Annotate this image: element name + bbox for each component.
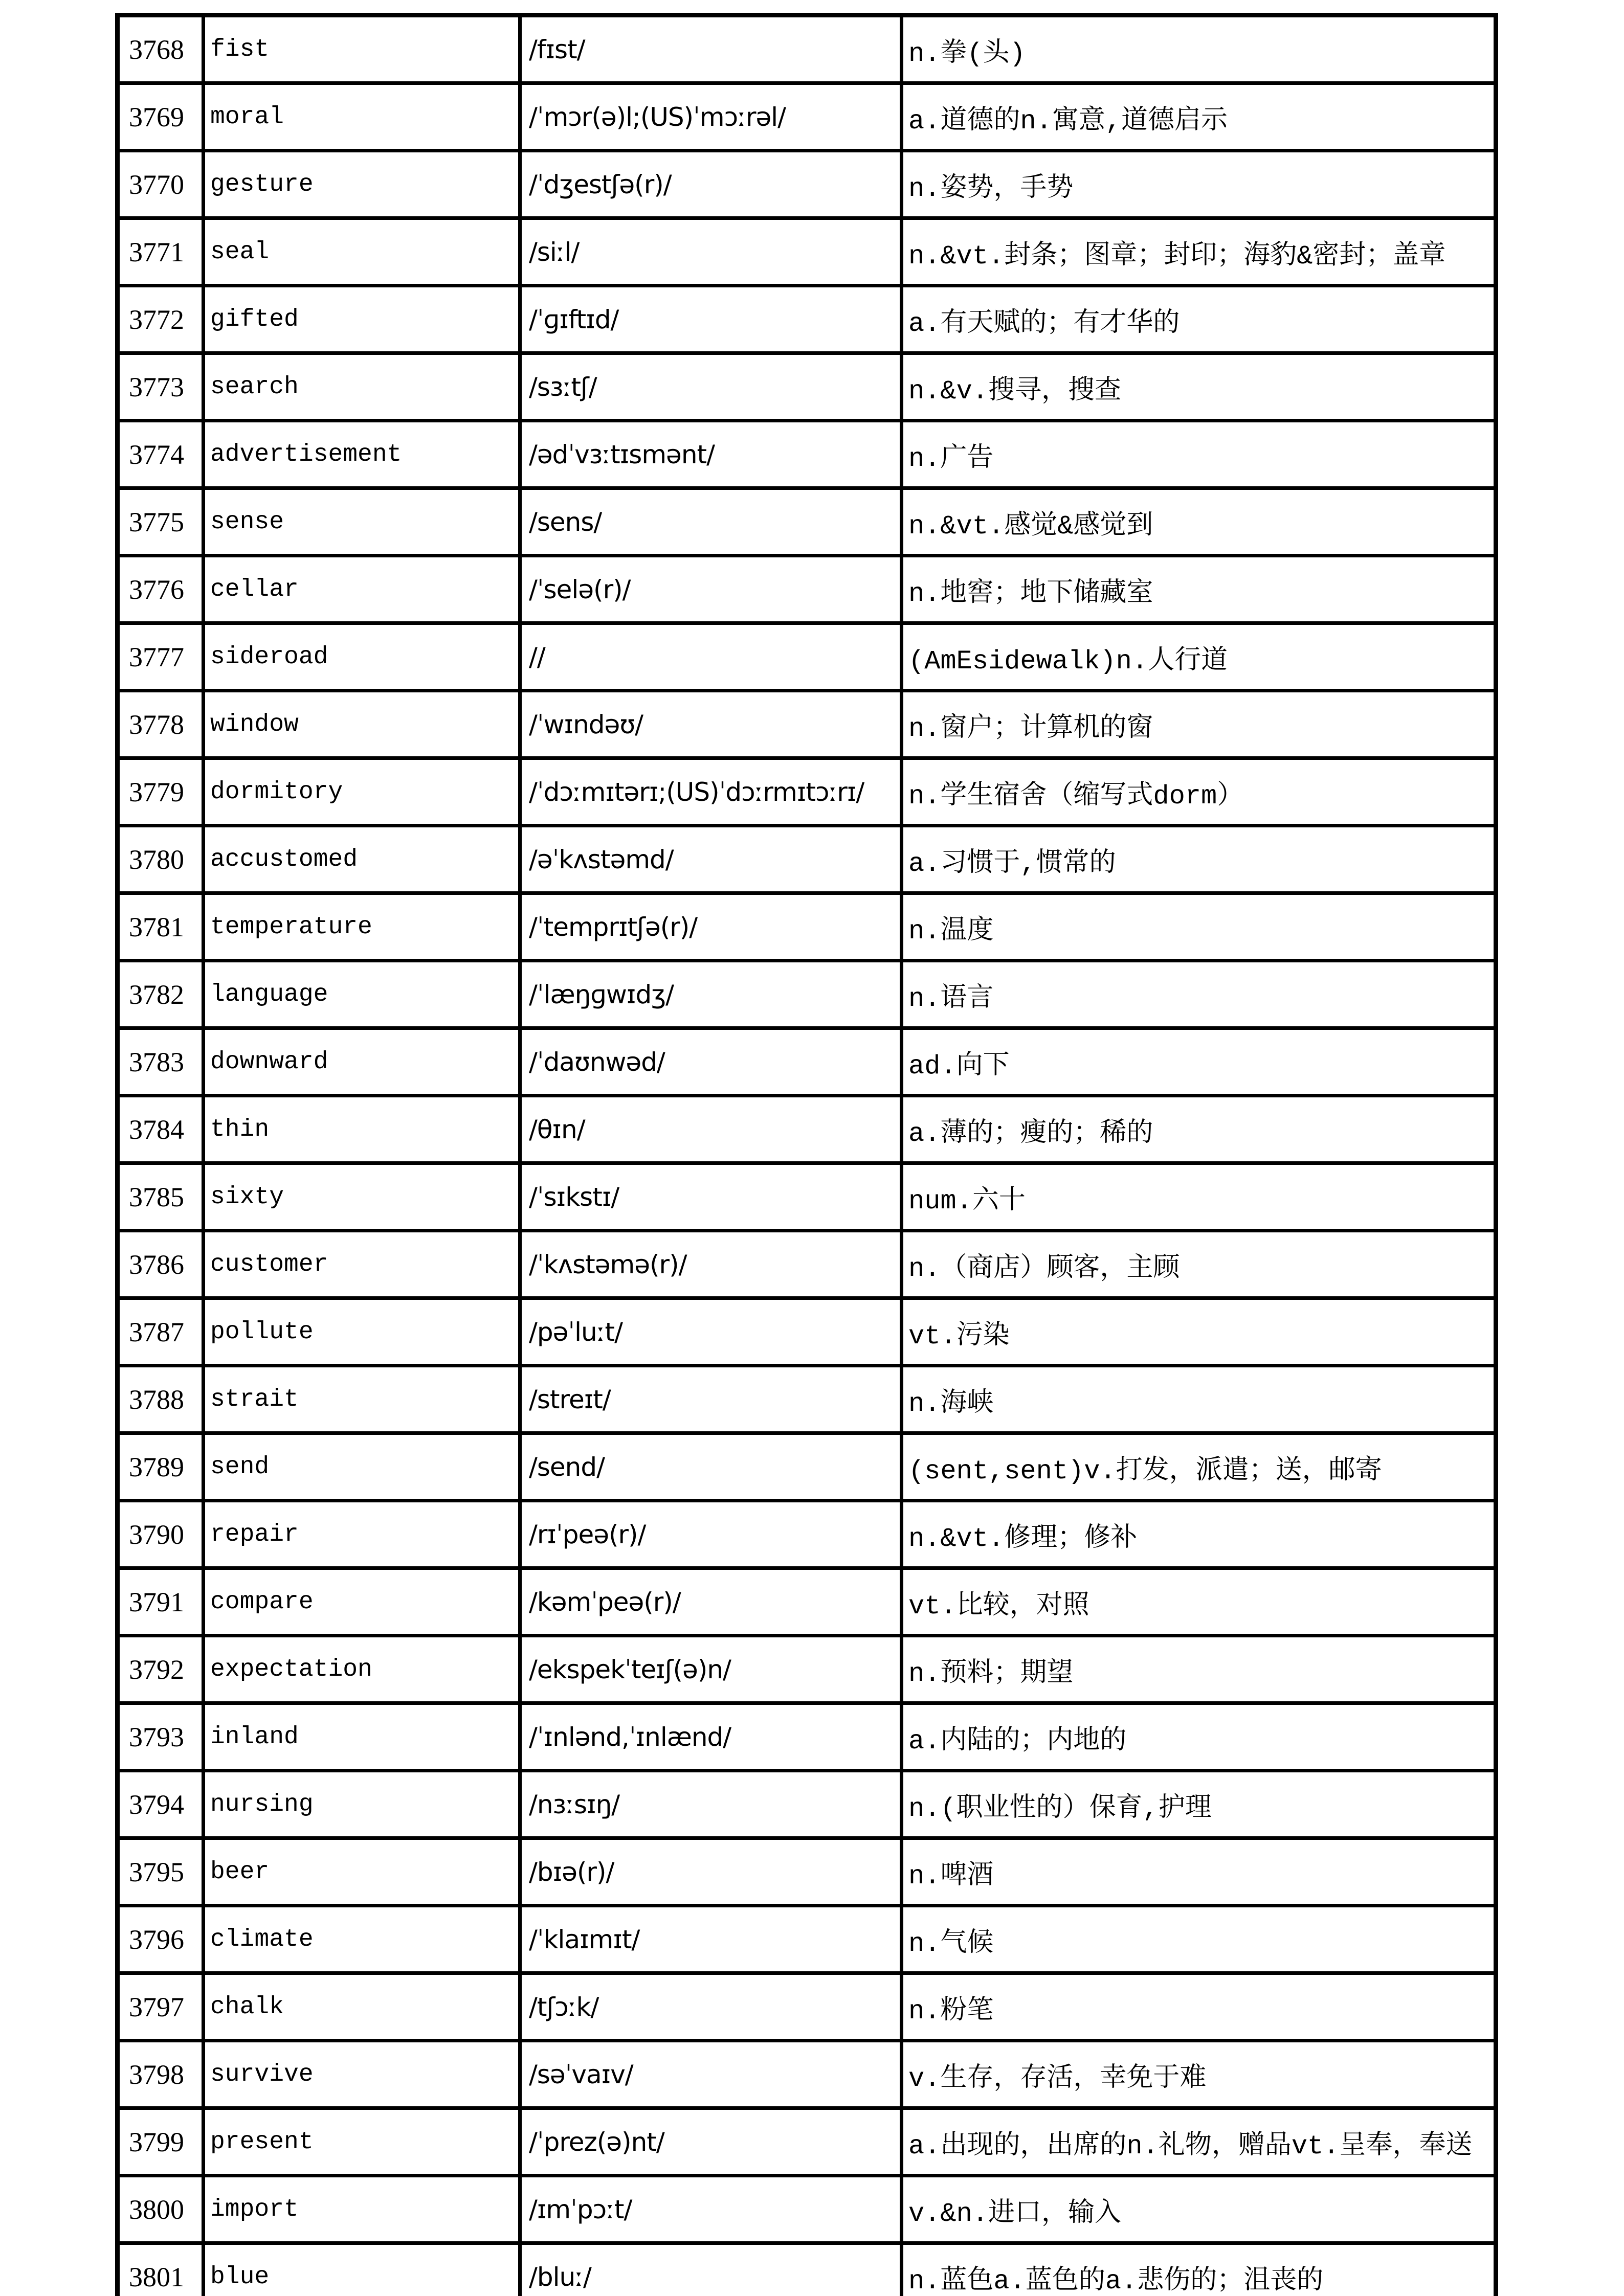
index-cell: 3775: [118, 488, 204, 556]
phonetic-cell: /pəˈluːt/: [520, 1298, 902, 1366]
definition-cell: (AmEsidewalk)n.人行道: [902, 623, 1496, 691]
definition-cell: n.气候: [902, 1906, 1496, 1973]
phonetic-cell: /fɪst/: [520, 15, 902, 83]
definition-cell: n.&vt.修理；修补: [902, 1501, 1496, 1568]
definition-cell: n.海峡: [902, 1366, 1496, 1433]
phonetic-cell: /nɜːsɪŋ/: [520, 1771, 902, 1838]
index-cell: 3777: [118, 623, 204, 691]
vocab-row: [118, 1096, 1496, 1163]
definition-cell: a.道德的n.寓意,道德启示: [902, 83, 1496, 151]
phonetic-cell: /ˈprez(ə)nt/: [520, 2108, 902, 2176]
word-cell: strait: [204, 1366, 520, 1433]
definition-cell: n.(职业性的）保育,护理: [902, 1771, 1496, 1838]
word-cell: thin: [204, 1096, 520, 1163]
phonetic-cell: /send/: [520, 1433, 902, 1501]
definition-cell: n.广告: [902, 421, 1496, 488]
vocab-row: [118, 2108, 1496, 2176]
index-cell: 3780: [118, 826, 204, 893]
word-cell: gesture: [204, 151, 520, 218]
vocab-row: [118, 1906, 1496, 1973]
index-cell: 3792: [118, 1636, 204, 1703]
vocab-row: [118, 623, 1496, 691]
phonetic-cell: /ˈɪnlənd,ˈɪnlænd/: [520, 1703, 902, 1771]
vocab-row: [118, 1501, 1496, 1568]
word-cell: temperature: [204, 893, 520, 961]
word-cell: accustomed: [204, 826, 520, 893]
word-cell: pollute: [204, 1298, 520, 1366]
definition-cell: n.&vt.感觉&感觉到: [902, 488, 1496, 556]
vocab-row: [118, 1028, 1496, 1096]
vocab-row: [118, 421, 1496, 488]
vocab-row: [118, 1973, 1496, 2041]
vocab-row: [118, 826, 1496, 893]
vocab-row: [118, 488, 1496, 556]
word-cell: compare: [204, 1568, 520, 1636]
index-cell: 3795: [118, 1838, 204, 1906]
word-cell: search: [204, 353, 520, 421]
definition-cell: n.粉笔: [902, 1973, 1496, 2041]
index-cell: 3783: [118, 1028, 204, 1096]
index-cell: 3791: [118, 1568, 204, 1636]
vocab-row: [118, 218, 1496, 286]
definition-cell: num.六十: [902, 1163, 1496, 1231]
index-cell: 3790: [118, 1501, 204, 1568]
vocab-row: [118, 1298, 1496, 1366]
definition-cell: n.学生宿舍（缩写式dorm）: [902, 758, 1496, 826]
definition-cell: n.&v.搜寻，搜查: [902, 353, 1496, 421]
word-cell: seal: [204, 218, 520, 286]
phonetic-cell: /bɪə(r)/: [520, 1838, 902, 1906]
vocab-table-body: [118, 15, 1496, 2296]
word-cell: language: [204, 961, 520, 1028]
word-cell: chalk: [204, 1973, 520, 2041]
phonetic-cell: /sens/: [520, 488, 902, 556]
index-cell: 3801: [118, 2243, 204, 2296]
definition-cell: ad.向下: [902, 1028, 1496, 1096]
index-cell: 3770: [118, 151, 204, 218]
index-cell: 3772: [118, 286, 204, 353]
word-cell: repair: [204, 1501, 520, 1568]
definition-cell: n.语言: [902, 961, 1496, 1028]
word-cell: inland: [204, 1703, 520, 1771]
definition-cell: n.温度: [902, 893, 1496, 961]
definition-cell: a.有天赋的；有才华的: [902, 286, 1496, 353]
definition-cell: v.&n.进口，输入: [902, 2176, 1496, 2243]
phonetic-cell: /ˈɡɪftɪd/: [520, 286, 902, 353]
word-cell: window: [204, 691, 520, 758]
index-cell: 3774: [118, 421, 204, 488]
phonetic-cell: /ˈdʒestʃə(r)/: [520, 151, 902, 218]
index-cell: 3781: [118, 893, 204, 961]
index-cell: 3778: [118, 691, 204, 758]
definition-cell: a.出现的，出席的n.礼物，赠品vt.呈奉，奉送: [902, 2108, 1496, 2176]
phonetic-cell: /ədˈvɜːtɪsmənt/: [520, 421, 902, 488]
word-cell: blue: [204, 2243, 520, 2296]
phonetic-cell: /siːl/: [520, 218, 902, 286]
index-cell: 3797: [118, 1973, 204, 2041]
definition-cell: a.内陆的；内地的: [902, 1703, 1496, 1771]
vocab-row: [118, 286, 1496, 353]
vocab-row: [118, 1568, 1496, 1636]
phonetic-cell: /ˈmɔr(ə)l;(US)ˈmɔːrəl/: [520, 83, 902, 151]
vocab-row: [118, 1703, 1496, 1771]
word-cell: customer: [204, 1231, 520, 1298]
vocab-row: [118, 1636, 1496, 1703]
definition-cell: n.（商店）顾客，主顾: [902, 1231, 1496, 1298]
index-cell: 3798: [118, 2041, 204, 2108]
definition-cell: n.拳(头): [902, 15, 1496, 83]
vocab-row: [118, 1231, 1496, 1298]
vocab-row: [118, 15, 1496, 83]
index-cell: 3768: [118, 15, 204, 83]
vocab-row: [118, 1838, 1496, 1906]
index-cell: 3799: [118, 2108, 204, 2176]
definition-cell: (sent,sent)v.打发，派遣；送，邮寄: [902, 1433, 1496, 1501]
index-cell: 3773: [118, 353, 204, 421]
vocab-row: [118, 2176, 1496, 2243]
index-cell: 3784: [118, 1096, 204, 1163]
word-cell: nursing: [204, 1771, 520, 1838]
phonetic-cell: /bluː/: [520, 2243, 902, 2296]
definition-cell: n.姿势，手势: [902, 151, 1496, 218]
word-cell: climate: [204, 1906, 520, 1973]
phonetic-cell: /ˈsɪkstɪ/: [520, 1163, 902, 1231]
word-cell: dormitory: [204, 758, 520, 826]
index-cell: 3782: [118, 961, 204, 1028]
phonetic-cell: /rɪˈpeə(r)/: [520, 1501, 902, 1568]
phonetic-cell: /ˈtemprɪtʃə(r)/: [520, 893, 902, 961]
phonetic-cell: /əˈkʌstəmd/: [520, 826, 902, 893]
definition-cell: vt.污染: [902, 1298, 1496, 1366]
word-cell: downward: [204, 1028, 520, 1096]
word-cell: expectation: [204, 1636, 520, 1703]
index-cell: 3769: [118, 83, 204, 151]
definition-cell: n.预料；期望: [902, 1636, 1496, 1703]
word-cell: sense: [204, 488, 520, 556]
phonetic-cell: /θɪn/: [520, 1096, 902, 1163]
definition-cell: a.薄的；瘦的；稀的: [902, 1096, 1496, 1163]
word-cell: advertisement: [204, 421, 520, 488]
word-cell: survive: [204, 2041, 520, 2108]
definition-cell: n.啤酒: [902, 1838, 1496, 1906]
index-cell: 3786: [118, 1231, 204, 1298]
phonetic-cell: /ˈdaʊnwəd/: [520, 1028, 902, 1096]
phonetic-cell: /ˈklaɪmɪt/: [520, 1906, 902, 1973]
vocab-row: [118, 151, 1496, 218]
definition-cell: vt.比较，对照: [902, 1568, 1496, 1636]
word-cell: cellar: [204, 556, 520, 623]
definition-cell: n.&vt.封条；图章；封印；海豹&密封；盖章: [902, 218, 1496, 286]
phonetic-cell: /tʃɔːk/: [520, 1973, 902, 2041]
phonetic-cell: //: [520, 623, 902, 691]
vocab-row: [118, 1163, 1496, 1231]
index-cell: 3794: [118, 1771, 204, 1838]
word-cell: gifted: [204, 286, 520, 353]
vocab-row: [118, 691, 1496, 758]
index-cell: 3789: [118, 1433, 204, 1501]
phonetic-cell: /ekspekˈteɪʃ(ə)n/: [520, 1636, 902, 1703]
vocab-row: [118, 353, 1496, 421]
phonetic-cell: /ɪmˈpɔːt/: [520, 2176, 902, 2243]
vocab-row: [118, 2243, 1496, 2296]
index-cell: 3785: [118, 1163, 204, 1231]
phonetic-cell: /ˈkʌstəmə(r)/: [520, 1231, 902, 1298]
index-cell: 3788: [118, 1366, 204, 1433]
vocab-row: [118, 556, 1496, 623]
word-cell: import: [204, 2176, 520, 2243]
word-cell: beer: [204, 1838, 520, 1906]
definition-cell: n.窗户；计算机的窗: [902, 691, 1496, 758]
index-cell: 3771: [118, 218, 204, 286]
word-cell: sideroad: [204, 623, 520, 691]
word-cell: moral: [204, 83, 520, 151]
index-cell: 3787: [118, 1298, 204, 1366]
phonetic-cell: /səˈvaɪv/: [520, 2041, 902, 2108]
phonetic-cell: /streɪt/: [520, 1366, 902, 1433]
word-cell: present: [204, 2108, 520, 2176]
index-cell: 3793: [118, 1703, 204, 1771]
definition-cell: n.蓝色a.蓝色的a.悲伤的；沮丧的: [902, 2243, 1496, 2296]
vocab-row: [118, 83, 1496, 151]
index-cell: 3796: [118, 1906, 204, 1973]
phonetic-cell: /kəmˈpeə(r)/: [520, 1568, 902, 1636]
definition-cell: v.生存，存活，幸免于难: [902, 2041, 1496, 2108]
vocab-row: [118, 758, 1496, 826]
word-cell: fist: [204, 15, 520, 83]
word-cell: sixty: [204, 1163, 520, 1231]
index-cell: 3779: [118, 758, 204, 826]
phonetic-cell: /sɜːtʃ/: [520, 353, 902, 421]
phonetic-cell: /ˈselə(r)/: [520, 556, 902, 623]
definition-cell: a.习惯于,惯常的: [902, 826, 1496, 893]
definition-cell: n.地窖；地下储藏室: [902, 556, 1496, 623]
vocab-table: [115, 13, 1498, 2296]
vocab-row: [118, 1366, 1496, 1433]
index-cell: 3800: [118, 2176, 204, 2243]
phonetic-cell: /ˈlæŋɡwɪdʒ/: [520, 961, 902, 1028]
vocab-row: [118, 1433, 1496, 1501]
index-cell: 3776: [118, 556, 204, 623]
vocab-row: [118, 2041, 1496, 2108]
vocab-row: [118, 1771, 1496, 1838]
phonetic-cell: /ˈdɔːmɪtərɪ;(US)ˈdɔːrmɪtɔːrɪ/: [520, 758, 902, 826]
word-cell: send: [204, 1433, 520, 1501]
vocab-row: [118, 961, 1496, 1028]
vocab-row: [118, 893, 1496, 961]
phonetic-cell: /ˈwɪndəʊ/: [520, 691, 902, 758]
